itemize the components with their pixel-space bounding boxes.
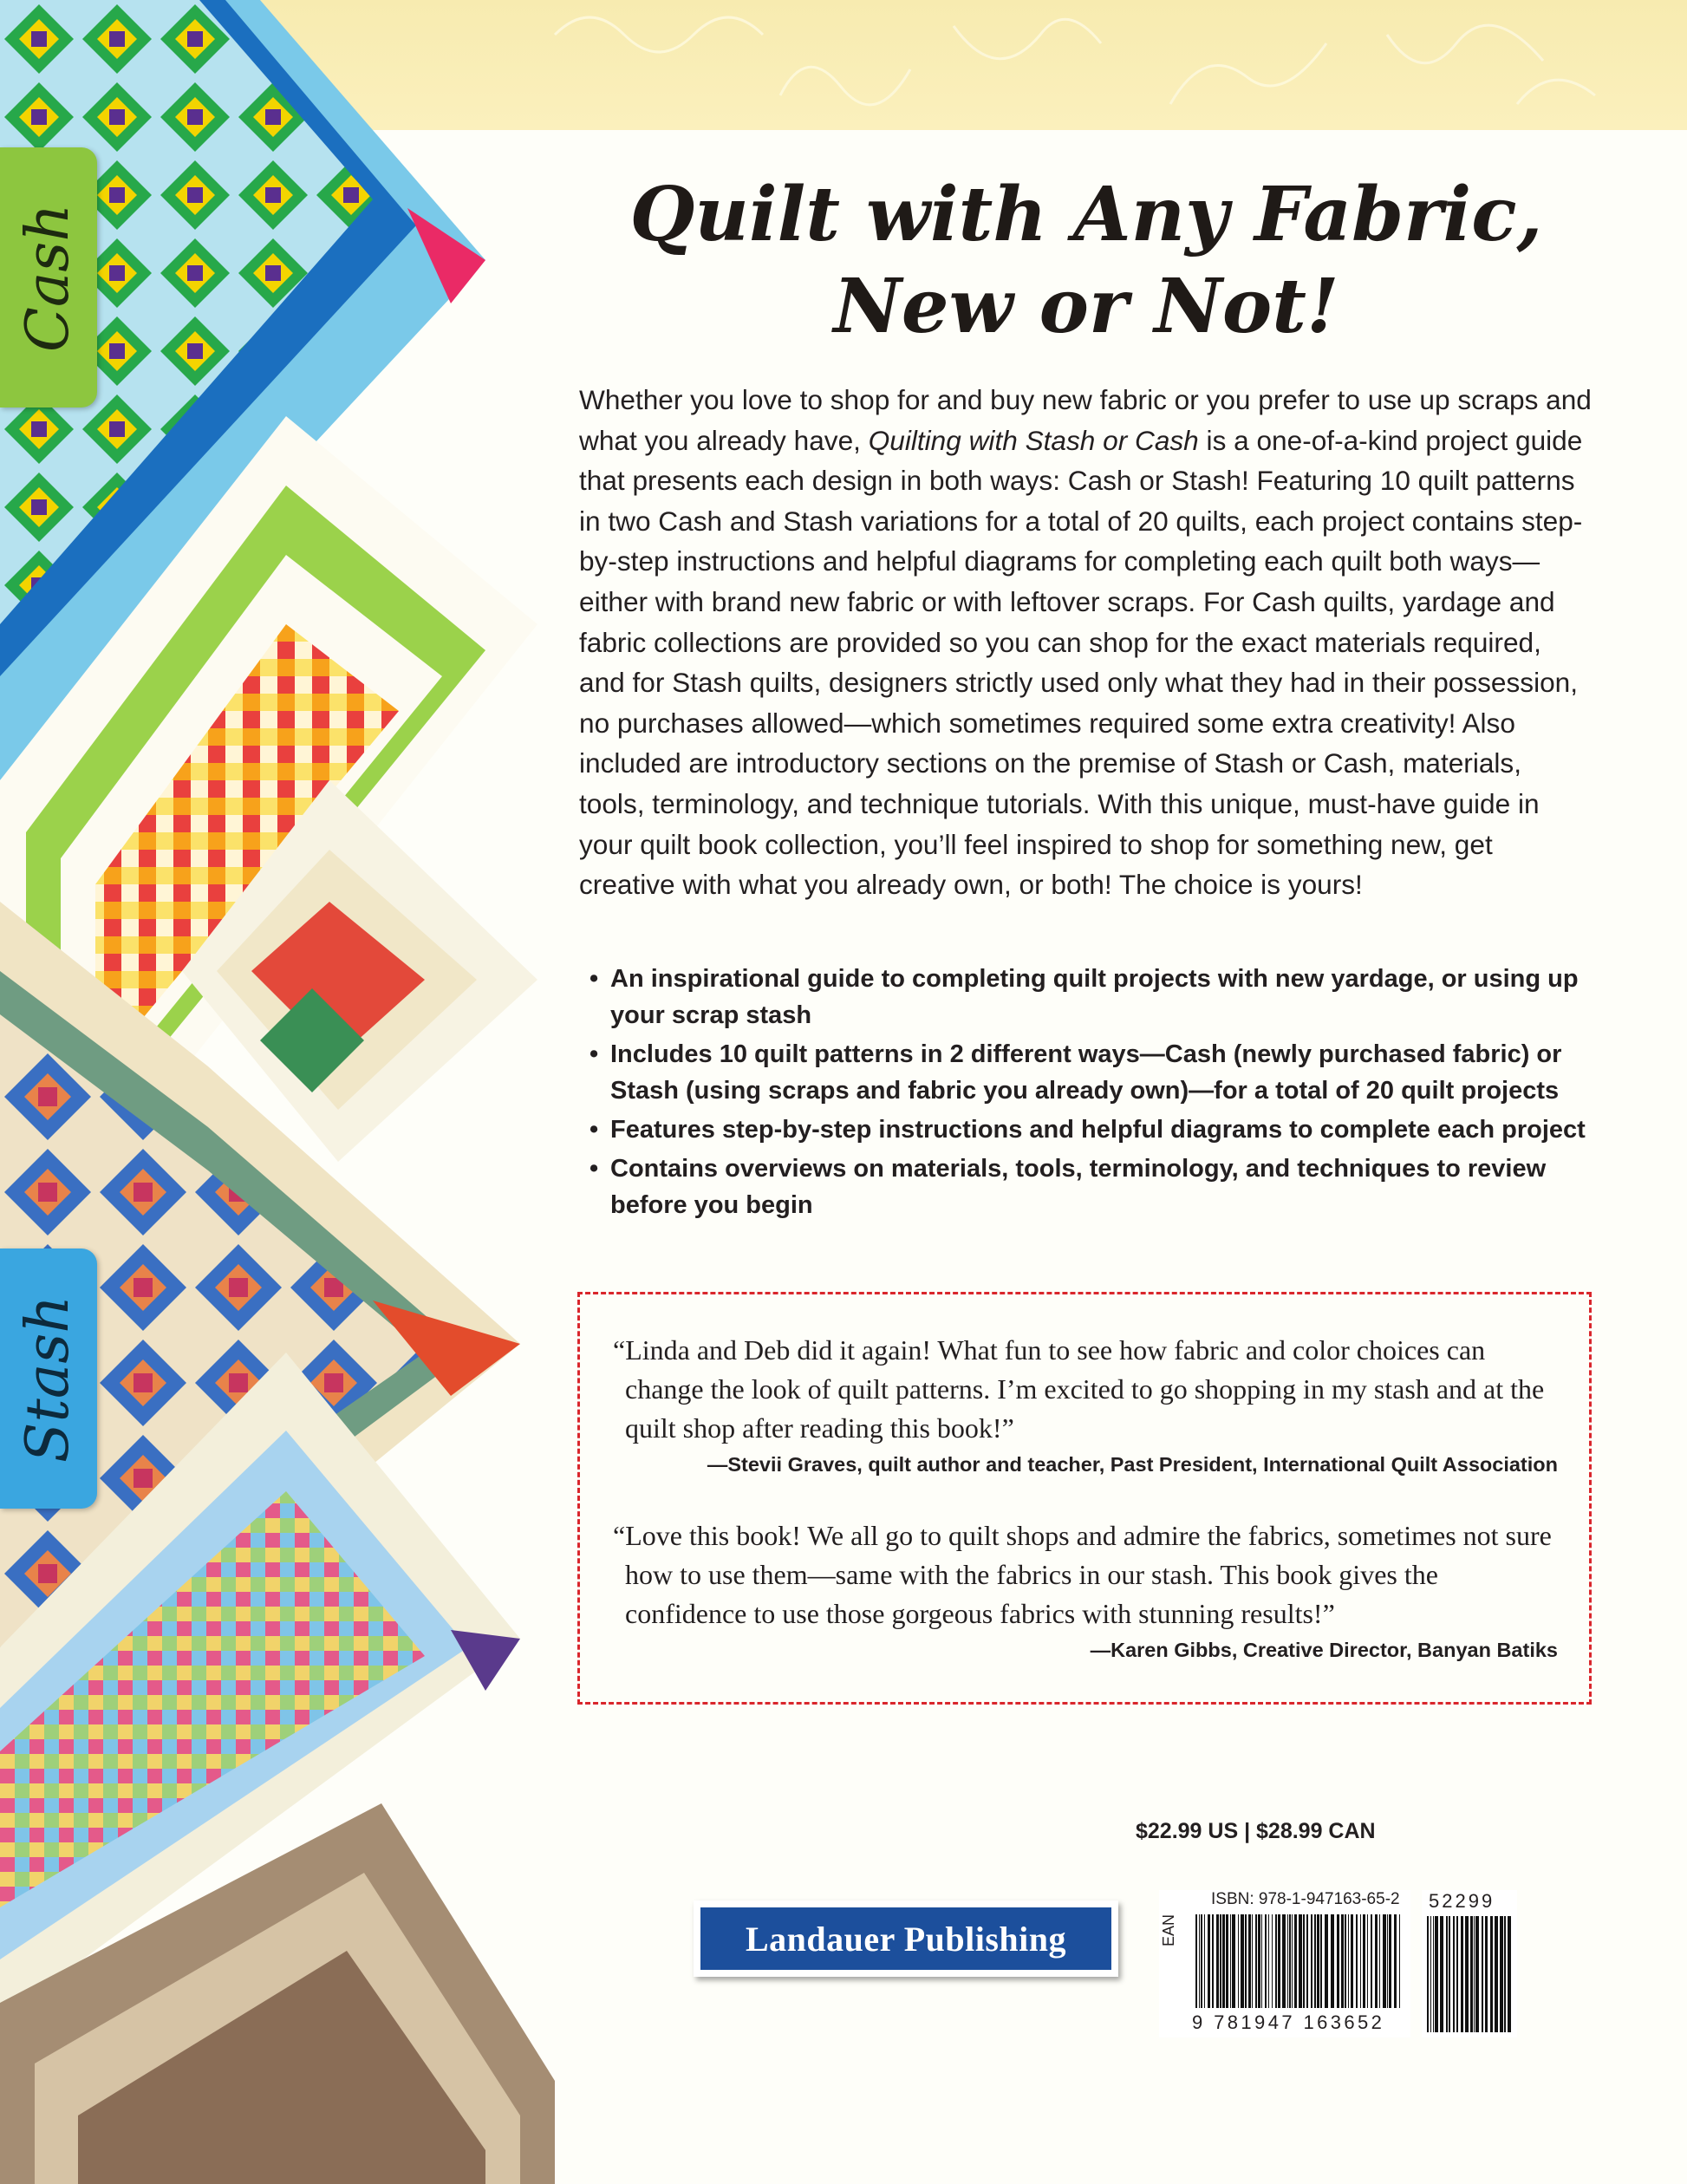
title-line-2: New or Not! — [833, 263, 1339, 350]
barcode-bars — [1195, 1914, 1404, 2008]
publisher-logo — [694, 1900, 1118, 1977]
barcode-digits: 9 781947 163652 — [1192, 2011, 1385, 2033]
testimonial-2 — [613, 1516, 1558, 1665]
cash-tab — [0, 147, 97, 407]
cash-tab-label: Cash — [14, 203, 83, 352]
stash-tab-label: Stash — [14, 1294, 83, 1463]
addon-barcode — [1422, 1890, 1517, 2037]
title-line-1: Quilt with Any Fabric, — [629, 171, 1543, 258]
description-part-1: Whether you love to shop for and buy new fabric or you prefer to use up scraps and what you already have, — [579, 384, 1592, 456]
description-part-2: is a one-of-a-kind project guide that presents each design in both ways: Cash or Stash! Featuring 10 quilt patterns in two Cash and Stash variations for a total of 20 quilts, each project contains step-by-step instructions and helpful diagrams for completing each quilt both ways—either with brand new fabric or with leftover scraps. For Cash quilts, yardage and fabric collections are provided so you can shop for the exact materials required, and for Stash quilts, designers strictly used only what they had in their possession, no purchases allowed—which sometimes required some extra creativity! Also included are introductory sections on the premise of Stash or Cash, materials, tools, terminology, and technique tutorials. With this unique, must-have guide in your quilt book collection, you’ll feel inspired to shop for something new, get creative with what you already own, or both! The choice is yours! — [579, 424, 1583, 901]
ean-label: EAN — [1160, 1913, 1177, 1946]
testimonials-box — [577, 1292, 1592, 1705]
publisher-name: Landauer Publishing — [745, 1919, 1067, 1959]
testimonial-text: “Linda and Deb did it again! What fun to see how fabric and color choices can change the look of quilt patterns. I’m excited to go shopping in my stash and at the quilt shop after reading this book!” — [613, 1334, 1545, 1444]
testimonial-attribution: —Stevii Graves, quilt author and teacher, Past President, International Quilt Association — [707, 1453, 1558, 1476]
publisher-logo-inner — [700, 1907, 1111, 1970]
addon-digits: 52299 — [1429, 1890, 1495, 1912]
book-title: Quilting with Stash or Cash — [868, 424, 1199, 456]
addon-barcode-bars — [1427, 1916, 1514, 2032]
description — [579, 380, 1593, 905]
testimonial-text: “Love this book! We all go to quilt shops and admire the fabrics, sometimes not sure how to use them—same with the fabrics in our stash. This book gives the confidence to use those gorgeous fabrics with stunning results!” — [613, 1520, 1552, 1629]
page-title — [579, 169, 1593, 353]
list-item: • Includes 10 quilt patterns in 2 different ways—Cash (newly purchased fabric) or Stash (using scraps and fabric you already own)—for a total of 20 quilt projects — [589, 1036, 1595, 1109]
list-item: • Contains overviews on materials, tools, terminology, and techniques to review before you begin — [589, 1151, 1595, 1223]
testimonial-1 — [613, 1331, 1558, 1479]
price: $22.99 US | $28.99 CAN — [1136, 1819, 1376, 1843]
list-item: • Features step-by-step instructions and helpful diagrams to complete each project — [589, 1112, 1595, 1148]
feature-list — [589, 961, 1595, 1226]
list-item: • An inspirational guide to completing quilt projects with new yardage, or using up your scrap stash — [589, 961, 1595, 1033]
isbn-text: ISBN: 978-1-947163-65-2 — [1211, 1890, 1400, 1908]
stash-tab — [0, 1248, 97, 1509]
isbn-barcode — [1159, 1890, 1410, 2037]
testimonial-attribution: —Karen Gibbs, Creative Director, Banyan Batiks — [1090, 1639, 1558, 1661]
